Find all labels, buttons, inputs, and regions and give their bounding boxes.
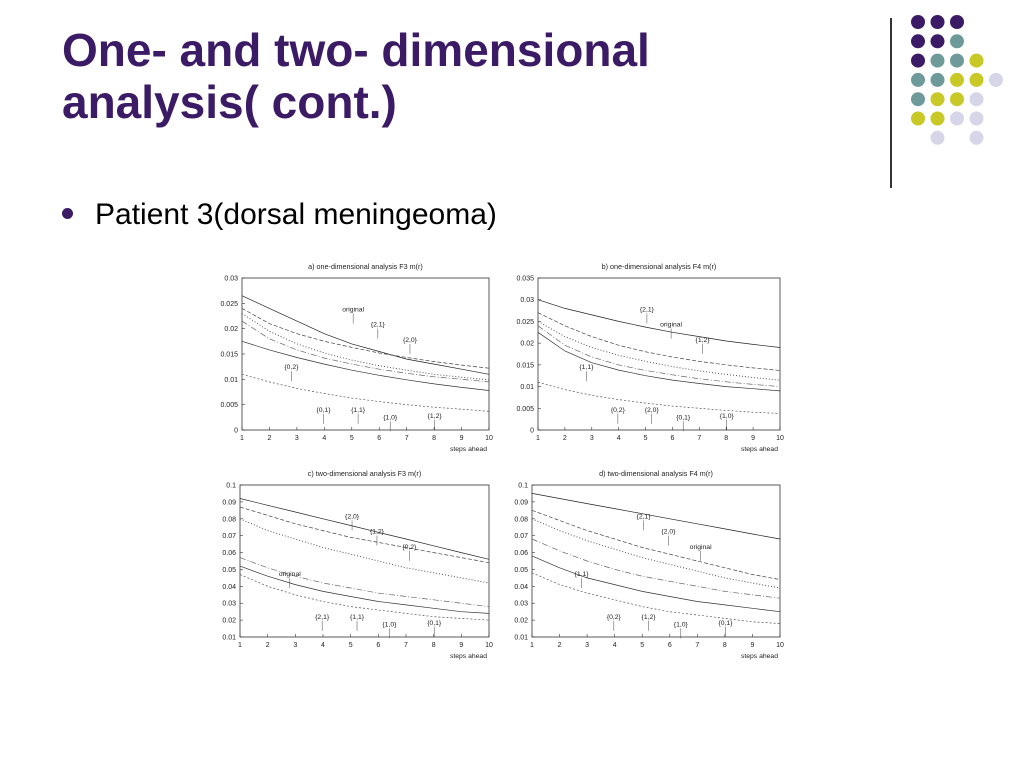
x-tick-label: 8 [722,642,727,649]
annotation-label: original [689,543,712,551]
annotation-label: {2,1} [639,306,654,314]
x-tick-label: 7 [404,642,408,649]
x-tick-label: 4 [616,435,621,442]
decor-dot [911,15,925,29]
x-tick-label: 5 [640,642,645,649]
x-tick-label: 1 [240,435,244,442]
x-tick-label: 4 [322,435,327,442]
x-tick-label: 3 [589,435,594,442]
series-line [538,300,780,348]
series-line [538,313,780,371]
y-tick-label: 0.06 [514,550,528,558]
y-tick-label: 0.02 [520,340,534,348]
y-tick-label: 0.09 [222,499,236,507]
x-tick-label: 5 [348,642,353,649]
y-tick-label: 0.015 [516,362,534,370]
x-tick-label: 4 [612,642,617,649]
annotation-label: {1,2} [427,412,442,420]
decor-dot [970,112,984,126]
x-tick-label: 9 [459,642,464,649]
bullet-item [62,198,497,232]
annotation-label: {0,2} [284,364,299,372]
annotation-label: {1,2} [641,613,656,621]
y-tick-label: 0.02 [224,326,238,334]
y-tick-label: 0.02 [222,617,236,625]
y-tick-label: 0.08 [514,516,528,524]
x-tick-label: 7 [404,435,409,442]
y-tick-label: 0.05 [514,566,528,574]
slide-title-line-2: analysis( cont.) [62,76,397,128]
annotation-label: {2,0} [402,336,417,344]
x-tick-label: 2 [562,435,567,442]
decor-dot [950,15,964,29]
series-line [532,519,780,588]
annotation-label: {0,2} [402,543,417,551]
chart-panel [516,262,784,453]
slide-title-line-1: One- and two- dimensional [62,24,650,76]
decor-dot [989,73,1003,87]
y-tick-label: 0.09 [514,499,528,507]
decor-dot [970,92,984,106]
y-tick-label: 0.025 [220,300,238,308]
chart-panel [220,262,493,453]
decorative-dot-grid [0,0,1024,200]
decor-dot [931,34,945,48]
y-tick-label: 0.07 [514,533,528,541]
x-tick-label: 1 [536,435,540,442]
annotation-label: {0,2} [606,613,621,621]
y-tick-label: 0.08 [222,516,236,524]
y-tick-label: 0.1 [226,482,236,490]
y-tick-label: 0 [530,427,534,435]
series-line [242,314,489,380]
x-tick-label: 1 [238,642,242,649]
decor-dot [970,73,984,87]
series-line [532,539,780,598]
y-tick-label: 0.035 [516,275,534,283]
plot-frame [242,278,489,430]
x-tick-label: 7 [695,642,700,649]
x-tick-label: 6 [670,435,675,442]
decor-dot [931,92,945,106]
y-tick-label: 0.01 [514,634,528,642]
x-tick-label: 3 [585,642,590,649]
x-axis-label: steps ahead [740,446,778,453]
annotation-label: {2,0} [644,406,659,414]
x-tick-label: 7 [697,435,702,442]
plot-frame [538,278,780,430]
y-tick-label: 0.005 [220,402,238,410]
decor-dot [911,92,925,106]
annotation-label: {2,0} [345,513,360,521]
x-tick-label: 6 [667,642,672,649]
annotation-label: {2,1} [636,513,651,521]
annotation-label: {2,1} [315,613,330,621]
decor-dot [931,54,945,68]
annotation-label: {2,0} [661,528,676,536]
y-tick-label: 0.015 [220,351,238,359]
y-tick-label: 0.03 [520,297,534,305]
annotation-label: {1,1} [350,613,365,621]
decor-dot [970,54,984,68]
series-line [538,332,780,391]
x-tick-label: 10 [776,642,784,649]
decor-dot [931,15,945,29]
x-tick-label: 9 [751,435,756,442]
series-line [240,507,489,563]
y-tick-label: 0.04 [514,583,528,591]
y-tick-label: 0.025 [516,318,534,326]
annotation-label: {1,0} [383,414,398,422]
x-tick-label: 3 [293,642,298,649]
x-axis-label: steps ahead [740,653,778,660]
x-axis-label: steps ahead [449,446,487,453]
y-tick-label: 0.01 [520,384,534,392]
y-tick-label: 0.04 [222,583,236,591]
series-line [240,499,489,560]
annotation-label: original [342,306,365,314]
series-line [532,573,780,624]
decor-dot [931,73,945,87]
decor-dot [950,92,964,106]
series-line [532,493,780,539]
x-tick-label: 10 [485,435,493,442]
chart-title: a) one-dimensional analysis F3 m(r) [308,262,423,271]
x-tick-label: 9 [750,642,755,649]
decor-dot [911,112,925,126]
annotation-label: {1,1} [579,364,594,372]
x-tick-label: 2 [267,435,272,442]
x-tick-label: 6 [376,642,381,649]
series-line [242,341,489,390]
x-tick-label: 2 [265,642,270,649]
y-tick-label: 0.03 [224,275,238,283]
plot-frame [532,485,780,637]
bullet-dot-icon [62,208,73,219]
annotation-label: {1,2} [369,528,384,536]
chart-title: d) two-dimensional analysis F4 m(r) [599,469,713,478]
annotation-label: {0,1} [676,414,691,422]
series-line [240,575,489,621]
x-tick-label: 2 [557,642,562,649]
annotation-label: {0,1} [427,619,442,627]
series-line [240,566,489,613]
series-line [532,510,780,579]
decor-dot [931,112,945,126]
y-tick-label: 0.03 [514,600,528,608]
y-tick-label: 0.03 [222,600,236,608]
decor-dot [911,54,925,68]
y-tick-label: 0.005 [516,405,534,413]
series-line [538,382,780,413]
bullet-text: Patient 3(dorsal meningeoma) [95,198,497,231]
decor-dot [970,131,984,145]
series-line [538,326,780,387]
series-line [538,321,780,380]
decor-dot [950,73,964,87]
annotation-label: {1,0} [719,412,734,420]
y-tick-label: 0.06 [222,550,236,558]
y-tick-label: 0.02 [514,617,528,625]
annotation-label: {0,1} [316,406,331,414]
annotation-label: {1,0} [673,621,688,629]
x-tick-label: 9 [459,435,464,442]
y-tick-label: 0.1 [518,482,528,490]
annotation-label: original [660,321,683,329]
y-tick-label: 0.07 [222,533,236,541]
decor-dot [911,34,925,48]
x-tick-label: 3 [294,435,299,442]
x-tick-label: 10 [776,435,784,442]
x-tick-label: 8 [432,435,437,442]
annotation-label: {1,0} [382,621,397,629]
x-tick-label: 5 [349,435,354,442]
decor-dot [931,131,945,145]
decor-dot [950,112,964,126]
chart-panel [514,469,784,660]
series-line [242,308,489,368]
x-tick-label: 8 [431,642,436,649]
x-tick-label: 4 [321,642,325,649]
y-tick-label: 0.01 [224,376,238,384]
x-tick-label: 8 [724,435,729,442]
chart-panel [222,469,493,660]
series-line [242,296,489,375]
annotation-label: {1,2} [695,336,710,344]
x-axis-label: steps ahead [449,653,487,660]
chart-figure [212,254,808,674]
series-line [242,374,489,411]
annotation-label: original [278,571,301,579]
decor-dot [950,34,964,48]
y-tick-label: 0.01 [222,634,236,642]
x-tick-label: 5 [643,435,648,442]
chart-title: b) one-dimensional analysis F4 m(r) [601,262,717,271]
series-line [240,519,489,583]
chart-title: c) two-dimensional analysis F3 m(r) [307,469,422,478]
x-tick-label: 6 [377,435,382,442]
y-tick-label: 0 [234,427,238,435]
annotation-label: {1,1} [574,571,589,579]
annotation-label: {0,1} [718,619,733,627]
y-tick-label: 0.05 [222,566,236,574]
decor-dot [950,54,964,68]
decor-dot [911,73,925,87]
annotation-label: {0,2} [610,406,625,414]
series-line [532,556,780,612]
annotation-label: {2,1} [370,321,385,329]
annotation-label: {1,1} [351,406,366,414]
x-tick-label: 1 [530,642,534,649]
x-tick-label: 10 [485,642,493,649]
